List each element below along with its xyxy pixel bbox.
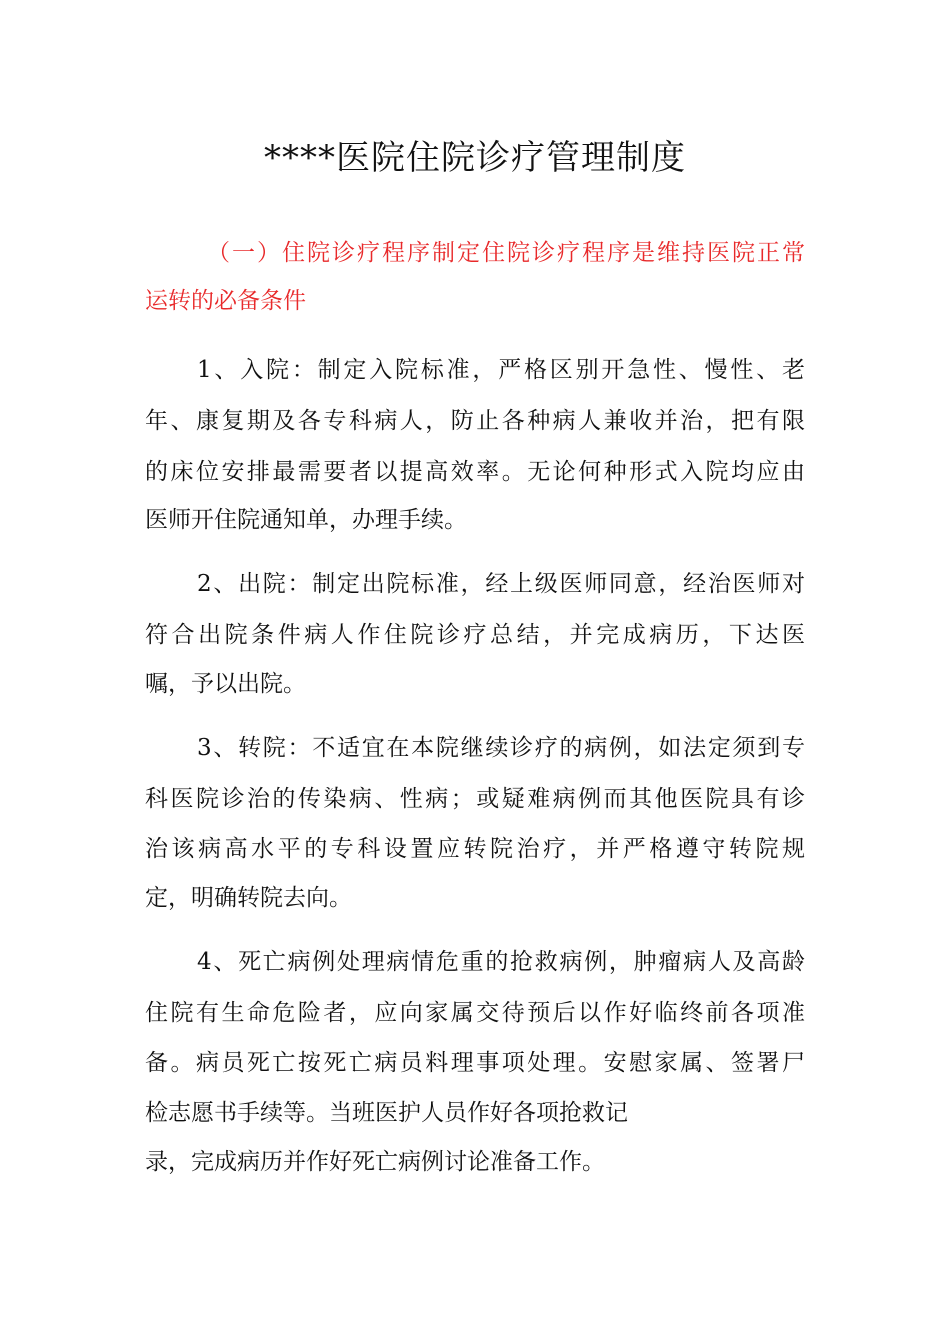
paragraph-line: 4、死亡病例处理病情危重的抢救病例，肿瘤病人及高龄	[197, 949, 805, 975]
document-title: ****医院住院诊疗管理制度	[264, 138, 686, 178]
paragraph-line: 检志愿书手续等。当班医护人员作好各项抢救记	[145, 1100, 628, 1126]
paragraph-line: 住院有生命危险者，应向家属交待预后以作好临终前各项准	[145, 1000, 805, 1026]
paragraph-line: 的床位安排最需要者以提高效率。无论何种形式入院均应由	[145, 459, 805, 485]
paragraph-line: 治该病高水平的专科设置应转院治疗，并严格遵守转院规	[145, 836, 805, 862]
paragraph-line: 定，明确转院去向。	[145, 885, 352, 911]
paragraph-line: 3、转院：不适宜在本院继续诊疗的病例，如法定须到专	[197, 735, 805, 761]
paragraph-line: 科医院诊治的传染病、性病；或疑难病例而其他医院具有诊	[145, 786, 805, 812]
paragraph-line: 符合出院条件病人作住院诊疗总结，并完成病历，下达医	[145, 622, 805, 648]
paragraph-line: 备。病员死亡按死亡病员料理事项处理。安慰家属、签署尸	[145, 1050, 805, 1076]
paragraph-line: 年、康复期及各专科病人，防止各种病人兼收并治，把有限	[145, 408, 805, 434]
paragraph-line: 嘱，予以出院。	[145, 671, 306, 697]
paragraph-line: 1、入院：制定入院标准，严格区别开急性、慢性、老	[197, 357, 805, 383]
section-heading-line: 运转的必备条件	[145, 288, 306, 314]
paragraph-line: 医师开住院通知单，办理手续。	[145, 507, 467, 533]
paragraph-line: 2、出院：制定出院标准，经上级医师同意，经治医师对	[197, 571, 805, 597]
section-heading-line: （一）住院诊疗程序制定住院诊疗程序是维持医院正常	[207, 240, 805, 266]
paragraph-line: 录，完成病历并作好死亡病例讨论准备工作。	[145, 1149, 605, 1175]
